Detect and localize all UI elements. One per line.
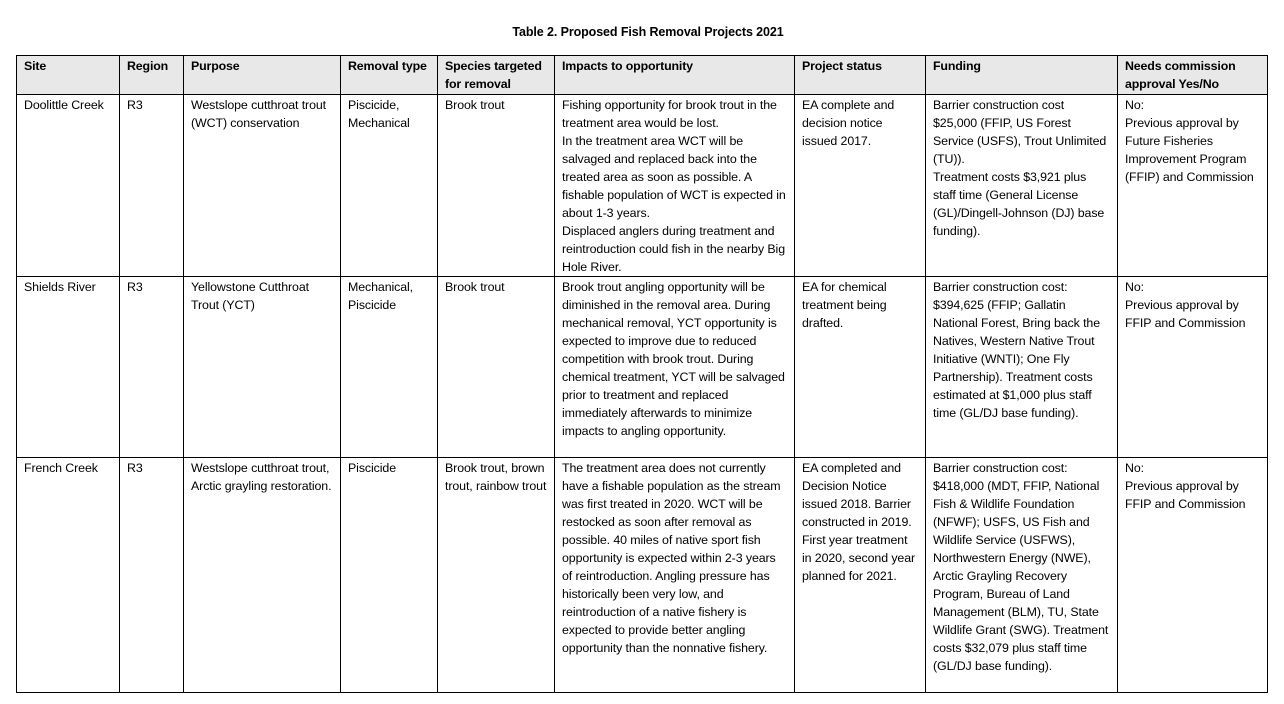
cell-status: EA for chemical treatment being drafted. xyxy=(795,277,926,458)
column-header-funding: Funding xyxy=(926,56,1118,95)
cell-region: R3 xyxy=(120,277,184,458)
column-header-impacts: Impacts to opportunity xyxy=(555,56,795,95)
cell-impacts xyxy=(555,458,795,693)
funding-paragraph: Barrier construction cost $25,000 (FFIP, US Forest Service (USFS), Trout Unlimited (TU)). xyxy=(933,98,1107,166)
approval-note: Previous approval by Future Fisheries Improvement Program (FFIP) and Commission xyxy=(1125,116,1254,184)
cell-impacts xyxy=(555,95,795,277)
table-body xyxy=(17,95,1268,693)
column-header-status: Project status xyxy=(795,56,926,95)
cell-funding xyxy=(926,458,1118,693)
table-row xyxy=(17,277,1268,458)
approval-answer: No: xyxy=(1125,98,1144,112)
impacts-paragraph: Displaced anglers during treatment and reintroduction could fish in the nearby Big Hole River. xyxy=(562,224,785,274)
cell-species: Brook trout xyxy=(438,95,555,277)
cell-site: French Creek xyxy=(17,458,120,693)
table-header xyxy=(17,56,1268,95)
table-title: Table 2. Proposed Fish Removal Projects 2021 xyxy=(512,25,784,39)
funding-paragraph: Barrier construction cost: $418,000 (MDT, FFIP, National Fish & Wildlife Foundation (NFWF); USFS, US Fish and Wildlife Service (USFWS), Northwestern Energy (NWE), Arctic Grayling Recovery Program, Bureau of Land Management (BLM), TU, State Wildlife Grant (SWG). Treatment costs $32,079 plus staff time (GL/DJ base funding). xyxy=(933,461,1109,673)
cell-approval xyxy=(1118,458,1268,693)
approval-note: Previous approval by FFIP and Commission xyxy=(1125,479,1246,511)
cell-removal-type: Piscicide, Mechanical xyxy=(341,95,438,277)
impacts-paragraph: In the treatment area WCT will be salvaged and replaced back into the treated area as soon as possible. A fishable population of WCT is expected in about 1-3 years. xyxy=(562,134,786,220)
cell-funding xyxy=(926,95,1118,277)
fish-removal-projects-table xyxy=(16,55,1268,693)
table-row xyxy=(17,95,1268,277)
cell-status: EA complete and decision notice issued 2017. xyxy=(795,95,926,277)
cell-status: EA completed and Decision Notice issued 2018. Barrier constructed in 2019. First year treatment in 2020, second year planned for 2021. xyxy=(795,458,926,693)
column-header-site: Site xyxy=(17,56,120,95)
cell-purpose: Westslope cutthroat trout, Arctic grayling restoration. xyxy=(184,458,341,693)
column-header-species: Species targeted for removal xyxy=(438,56,555,95)
cell-impacts xyxy=(555,277,795,458)
impacts-paragraph: Brook trout angling opportunity will be diminished in the removal area. During mechanical removal, YCT opportunity is expected to improve due to reduced competition with brook trout. During chemical treatment, YCT will be salvaged prior to treatment and replaced immediately afterwards to minimize impacts to angling opportunity. xyxy=(562,280,785,438)
column-header-purpose: Purpose xyxy=(184,56,341,95)
funding-paragraph: Treatment costs $3,921 plus staff time (General License (GL)/Dingell-Johnson (DJ) base funding). xyxy=(933,170,1105,238)
impacts-paragraph: The treatment area does not currently have a fishable population as the stream was first treated in 2020. WCT will be restocked as soon after removal as possible. 40 miles of native sport fish opportunity is expected within 2-3 years of reintroduction. Angling pressure has historically been very low, and reintroduction of a native fishery is expected to provide better angling opportunity than the nonnative fishery. xyxy=(562,461,781,655)
table-row xyxy=(17,458,1268,693)
cell-species: Brook trout xyxy=(438,277,555,458)
cell-purpose: Westslope cutthroat trout (WCT) conservation xyxy=(184,95,341,277)
approval-answer: No: xyxy=(1125,280,1144,294)
cell-approval xyxy=(1118,277,1268,458)
cell-site: Doolittle Creek xyxy=(17,95,120,277)
cell-purpose: Yellowstone Cutthroat Trout (YCT) xyxy=(184,277,341,458)
approval-note: Previous approval by FFIP and Commission xyxy=(1125,298,1246,330)
approval-answer: No: xyxy=(1125,461,1144,475)
column-header-region: Region xyxy=(120,56,184,95)
column-header-removal-type: Removal type xyxy=(341,56,438,95)
cell-removal-type: Piscicide xyxy=(341,458,438,693)
cell-region: R3 xyxy=(120,95,184,277)
funding-paragraph: Barrier construction cost: $394,625 (FFIP; Gallatin National Forest, Bring back the Natives, Western Native Trout Initiative (WNTI); One Fly Partnership). Treatment costs estimated at $1,000 plus staff time (GL/DJ base funding). xyxy=(933,280,1101,420)
cell-approval xyxy=(1118,95,1268,277)
cell-removal-type: Mechanical, Piscicide xyxy=(341,277,438,458)
cell-region: R3 xyxy=(120,458,184,693)
impacts-paragraph: Fishing opportunity for brook trout in the treatment area would be lost. xyxy=(562,98,777,130)
cell-site: Shields River xyxy=(17,277,120,458)
cell-funding xyxy=(926,277,1118,458)
cell-species: Brook trout, brown trout, rainbow trout xyxy=(438,458,555,693)
column-header-approval: Needs commission approval Yes/No xyxy=(1118,56,1268,95)
header-row xyxy=(17,56,1268,95)
